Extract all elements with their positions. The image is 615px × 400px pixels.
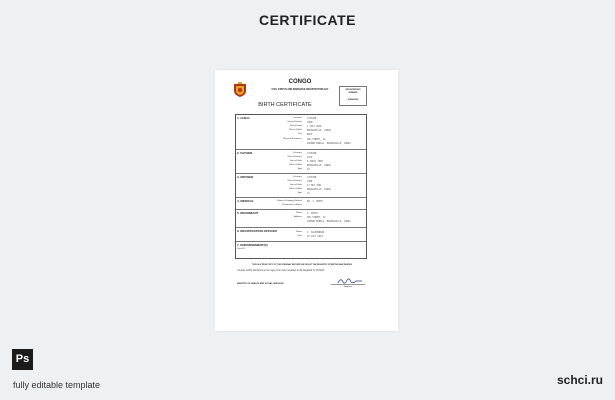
field-label: Surname xyxy=(293,152,302,154)
field-label: Date of Birth xyxy=(289,160,302,162)
field-row xyxy=(236,125,366,128)
certificate-document xyxy=(215,70,398,331)
field-row xyxy=(236,188,366,191)
field-row xyxy=(236,121,366,124)
coat-of-arms-icon xyxy=(233,82,247,97)
field-label: Surname xyxy=(293,176,302,178)
field-row xyxy=(236,117,366,120)
section-title: 2. FATHER xyxy=(237,151,253,155)
field-row xyxy=(236,216,366,219)
endorsement-value: NoneEU xyxy=(237,248,246,250)
field-label: Address xyxy=(293,216,302,218)
reg-box-number: 8765432/09 xyxy=(347,99,359,101)
field-row xyxy=(236,129,366,132)
section-title: 1. CHILD xyxy=(237,116,250,120)
field-value: JACK xyxy=(307,156,313,159)
field-label: Given Name(s) xyxy=(287,121,302,123)
field-value: 29 xyxy=(307,168,310,171)
field-row xyxy=(236,192,366,195)
field-label: Date xyxy=(297,235,302,237)
field-label: Sex xyxy=(298,133,302,135)
editable-template-note: fully editable template xyxy=(13,380,101,390)
field-label: Surname xyxy=(293,117,302,119)
field-value: J. SOLOMONSON xyxy=(307,231,325,234)
field-row xyxy=(236,164,366,167)
field-value: AVENUE MARIAL, BRAZZAVILLE, CONGO xyxy=(307,142,351,145)
field-label: Place of Birth xyxy=(288,164,302,166)
field-row xyxy=(236,156,366,159)
country-name: CONGO xyxy=(288,79,312,85)
field-value: JANE xyxy=(307,180,313,183)
field-value: MALE xyxy=(307,133,313,136)
field-row xyxy=(236,212,366,215)
section-registration-officer xyxy=(236,227,366,241)
field-label: Place of Birth xyxy=(288,188,302,190)
field-row xyxy=(236,176,366,179)
certificate-table xyxy=(235,114,367,259)
field-value: CITIZEN xyxy=(307,176,317,179)
signature-line xyxy=(331,284,365,285)
ministry-name: MINISTRY OF HEALTH AND SOCIAL SERVICES xyxy=(237,283,284,285)
section-mother xyxy=(236,173,366,197)
field-label: Name of Lodging Medical xyxy=(277,200,302,202)
section-endorsement xyxy=(236,241,366,260)
field-label: Given Name(s) xyxy=(287,180,302,182)
field-label: Date of Birth xyxy=(289,184,302,186)
registration-number-box xyxy=(339,86,367,106)
site-watermark: schci.ru xyxy=(556,373,603,387)
reg-box-line1: REGISTRATION xyxy=(345,89,361,91)
field-value: ANY STREET, 12 xyxy=(307,216,326,219)
field-row xyxy=(236,180,366,183)
section-title: 3. MOTHER xyxy=(237,175,254,179)
field-row xyxy=(236,168,366,171)
field-value: CITIZEN xyxy=(307,152,317,155)
field-value: 5 APRIL 1989 xyxy=(307,160,323,163)
reg-box-line2: NUMBER xyxy=(348,92,358,94)
field-label: Date of Birth xyxy=(289,125,302,127)
section-medical xyxy=(236,197,366,209)
field-row xyxy=(236,152,366,155)
field-value: ANY STREET, 12 xyxy=(307,138,326,141)
section-title: 5. INFORMANT xyxy=(237,211,259,215)
field-label: Given Name(s) xyxy=(287,156,302,158)
field-value: BRAZZAVILLE, CONGO xyxy=(307,129,331,132)
true-copy-note: THIS IS A TRUE COPY OF THE ORIGINAL RECORD ON FILE AT THE REGISTRY OF BIRTHS AND DEATHS xyxy=(252,264,352,266)
field-label: Age xyxy=(298,168,302,170)
field-row xyxy=(236,160,366,163)
field-value: 27 xyxy=(307,192,310,195)
field-value: J. SMITH xyxy=(307,212,318,215)
field-value: DR. J. SMITH xyxy=(307,200,323,203)
field-row xyxy=(236,142,366,145)
field-label: Age xyxy=(298,192,302,194)
field-value: 1 JULY 2018 xyxy=(307,125,322,128)
field-label: Name xyxy=(296,231,302,233)
page-title: CERTIFICATE xyxy=(258,12,356,28)
field-value: JOHN xyxy=(307,121,313,124)
field-value: 10 JULY 2018 xyxy=(307,235,323,238)
field-value: BRAZZAVILLE, CONGO xyxy=(307,164,331,167)
field-row xyxy=(236,231,366,234)
section-informant xyxy=(236,209,366,227)
field-value: CITIZEN xyxy=(307,117,317,120)
field-value: 17 MAY 1991 xyxy=(307,184,322,187)
section-title: 7. ENDORSEMENT(S) xyxy=(237,243,268,247)
registry-line: CIVIL STATUS AND MARRIAGE REGISTRATION ACT xyxy=(271,89,329,91)
field-label: Physical Residence xyxy=(282,138,302,140)
field-label: Practitioner or Mainz xyxy=(281,204,302,206)
section-title: 6. REGISTRATION OFFICER xyxy=(237,229,277,233)
field-value: AVENUE MARIAL, BRAZZAVILLE, CONGO xyxy=(307,220,351,223)
field-row xyxy=(236,200,366,203)
field-row xyxy=(236,220,366,223)
field-row xyxy=(236,133,366,136)
certification-text: I hereby certify that this is a true copy of an entry recorded in the Registrar in CONGO. xyxy=(237,270,325,272)
field-row xyxy=(236,204,366,207)
field-value: BRAZZAVILLE, CONGO xyxy=(307,188,331,191)
field-row xyxy=(236,184,366,187)
field-row xyxy=(236,235,366,238)
photoshop-logo-icon: Ps xyxy=(12,349,33,370)
signature-label: Registrar xyxy=(343,286,353,288)
field-row xyxy=(236,138,366,141)
section-child xyxy=(236,115,366,149)
certificate-title: BIRTH CERTIFICATE xyxy=(258,102,312,108)
section-father xyxy=(236,149,366,173)
section-title: 4. MEDICAL xyxy=(237,199,255,203)
field-label: Name xyxy=(296,212,302,214)
field-label: Place of Birth xyxy=(288,129,302,131)
